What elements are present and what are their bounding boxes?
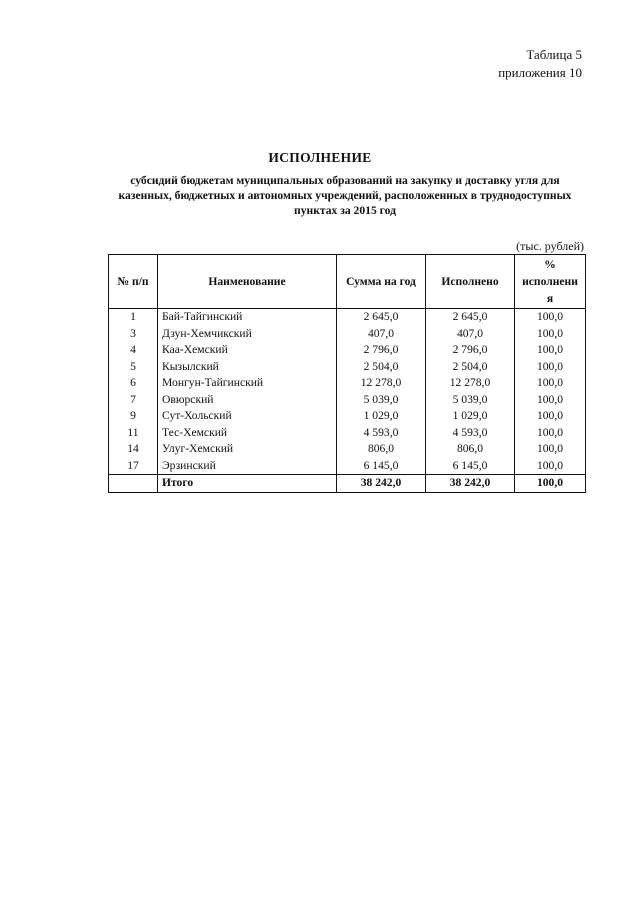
cell-name: Монгун-Тайгинский	[158, 375, 337, 392]
cell-pct: 100,0	[515, 425, 586, 442]
cell-sum: 2 796,0	[337, 342, 426, 359]
subsidy-table	[108, 254, 586, 493]
cell-num: 5	[109, 359, 158, 376]
table-row	[109, 342, 586, 359]
cell-pct: 100,0	[515, 408, 586, 425]
header-num: № п/п	[109, 255, 158, 309]
cell-num: 9	[109, 408, 158, 425]
cell-num: 4	[109, 342, 158, 359]
cell-sum: 2 504,0	[337, 359, 426, 376]
cell-done: 407,0	[426, 326, 515, 343]
cell-pct: 100,0	[515, 392, 586, 409]
total-cell-pct: 100,0	[515, 475, 586, 493]
cell-num: 1	[109, 309, 158, 326]
cell-pct: 100,0	[515, 458, 586, 475]
units-label: (тыс. рублей)	[516, 239, 584, 253]
total-row	[109, 475, 586, 493]
cell-pct: 100,0	[515, 441, 586, 458]
cell-done: 1 029,0	[426, 408, 515, 425]
cell-done: 6 145,0	[426, 458, 515, 475]
cell-num: 14	[109, 441, 158, 458]
table-row	[109, 392, 586, 409]
header-pct	[515, 255, 586, 309]
header-name: Наименование	[158, 255, 337, 309]
cell-name: Сут-Хольский	[158, 408, 337, 425]
cell-done: 2 645,0	[426, 309, 515, 326]
appendix-label: приложения 10	[498, 65, 582, 80]
total-cell-sum: 38 242,0	[337, 475, 426, 493]
table-header-row	[109, 255, 586, 309]
cell-sum: 4 593,0	[337, 425, 426, 442]
cell-name: Каа-Хемский	[158, 342, 337, 359]
cell-num: 3	[109, 326, 158, 343]
header-pct-line2: исполнени	[522, 275, 578, 288]
table-label: Таблица 5	[526, 47, 582, 62]
cell-name: Овюрский	[158, 392, 337, 409]
document-subtitle: субсидий бюджетам муниципальных образований на закупку и доставку угля для казенных, бюджетных и автономных учреждений, расположенных в труднодоступных пунктах за 2015 год	[118, 174, 572, 217]
cell-pct: 100,0	[515, 359, 586, 376]
cell-sum: 806,0	[337, 441, 426, 458]
total-cell-done: 38 242,0	[426, 475, 515, 493]
cell-num: 6	[109, 375, 158, 392]
cell-done: 12 278,0	[426, 375, 515, 392]
cell-done: 2 796,0	[426, 342, 515, 359]
cell-sum: 1 029,0	[337, 408, 426, 425]
cell-done: 806,0	[426, 441, 515, 458]
cell-sum: 12 278,0	[337, 375, 426, 392]
document-header	[498, 46, 582, 82]
cell-name: Кызылский	[158, 359, 337, 376]
table-row	[109, 425, 586, 442]
total-cell-name: Итого	[158, 475, 337, 493]
cell-name: Бай-Тайгинский	[158, 309, 337, 326]
cell-done: 5 039,0	[426, 392, 515, 409]
cell-pct: 100,0	[515, 326, 586, 343]
total-cell-num	[109, 475, 158, 493]
header-pct-line1: %	[544, 258, 556, 271]
cell-name: Тес-Хемский	[158, 425, 337, 442]
table-body	[109, 309, 586, 493]
table-row	[109, 408, 586, 425]
table-row	[109, 326, 586, 343]
header-sum: Сумма на год	[337, 255, 426, 309]
cell-sum: 407,0	[337, 326, 426, 343]
document-title: ИСПОЛНЕНИЕ	[268, 150, 372, 165]
cell-pct: 100,0	[515, 309, 586, 326]
cell-sum: 5 039,0	[337, 392, 426, 409]
cell-name: Эрзинский	[158, 458, 337, 475]
cell-num: 11	[109, 425, 158, 442]
table-row	[109, 359, 586, 376]
header-done: Исполнено	[426, 255, 515, 309]
cell-sum: 6 145,0	[337, 458, 426, 475]
table-row	[109, 309, 586, 326]
cell-num: 17	[109, 458, 158, 475]
table-row	[109, 375, 586, 392]
cell-num: 7	[109, 392, 158, 409]
header-pct-line3: я	[546, 292, 554, 305]
cell-done: 2 504,0	[426, 359, 515, 376]
cell-pct: 100,0	[515, 375, 586, 392]
cell-done: 4 593,0	[426, 425, 515, 442]
table-row	[109, 441, 586, 458]
cell-pct: 100,0	[515, 342, 586, 359]
cell-name: Улуг-Хемский	[158, 441, 337, 458]
cell-name: Дзун-Хемчикский	[158, 326, 337, 343]
table-row	[109, 458, 586, 475]
cell-sum: 2 645,0	[337, 309, 426, 326]
